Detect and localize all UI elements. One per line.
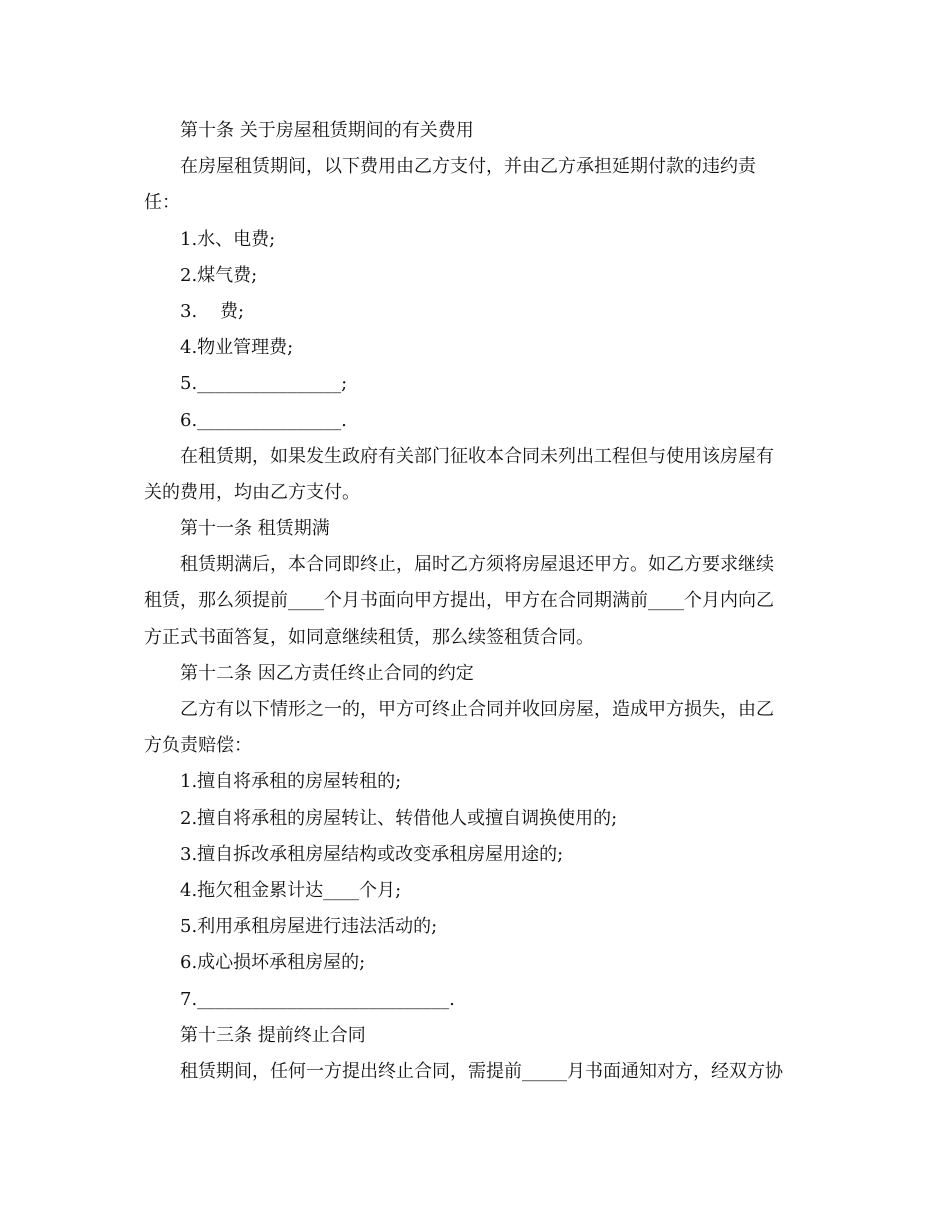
document-line: 关的费用，均由乙方支付。 [144, 481, 360, 503]
document-line: 4.拖欠租金累计达____个月; [180, 879, 402, 901]
document-line: 5.利用承租房屋进行违法活动的; [180, 916, 438, 938]
document-line: 第十条 关于房屋租赁期间的有关费用 [180, 120, 474, 141]
document-line: 方负责赔偿： [144, 735, 252, 757]
document-line: 7.____________________________. [180, 988, 455, 1010]
document-line: 方正式书面答复，如同意继续租赁，那么续签租赁合同。 [144, 626, 594, 648]
document-line: 任： [144, 192, 180, 214]
document-line: 1.水、电费; [180, 228, 276, 250]
document-line: 2.煤气费; [180, 264, 258, 286]
document-line: 6.成心损坏承租房屋的; [180, 952, 366, 974]
document-line: 乙方有以下情形之一的，甲方可终止合同并收回房屋，造成甲方损失，由乙 [180, 699, 774, 720]
document-line: 在租赁期，如果发生政府有关部门征收本合同未列出工程但与使用该房屋有 [180, 445, 774, 467]
document-line: 3.擅自拆改承租房屋结构或改变承租房屋用途的; [180, 843, 564, 865]
document-line: 3. 费; [180, 300, 245, 322]
document-line: 1.擅自将承租的房屋转租的; [180, 771, 402, 793]
document-line: 在房屋租赁期间，以下费用由乙方支付，并由乙方承担延期付款的违约责 [180, 156, 756, 178]
document-line: 第十三条 提前终止合同 [180, 1024, 366, 1046]
document-line: 租赁期间，任何一方提出终止合同，需提前_____月书面通知对方，经双方协 [180, 1060, 783, 1082]
document-line: 租赁，那么须提前____个月书面向甲方提出，甲方在合同期满前____个月内向乙 [144, 590, 774, 612]
document-line: 6.________________. [180, 409, 347, 431]
document-line: 2.擅自将承租的房屋转让、转借他人或擅自调换使用的; [180, 807, 618, 829]
document-line: 4.物业管理费; [180, 337, 294, 359]
document-body [144, 113, 804, 1090]
document-line: 第十二条 因乙方责任终止合同的约定 [180, 662, 474, 684]
document-line: 第十一条 租赁期满 [180, 518, 330, 540]
document-line: 5.________________; [180, 373, 348, 395]
document-line: 租赁期满后，本合同即终止，届时乙方须将房屋退还甲方。如乙方要求继续 [180, 554, 774, 576]
